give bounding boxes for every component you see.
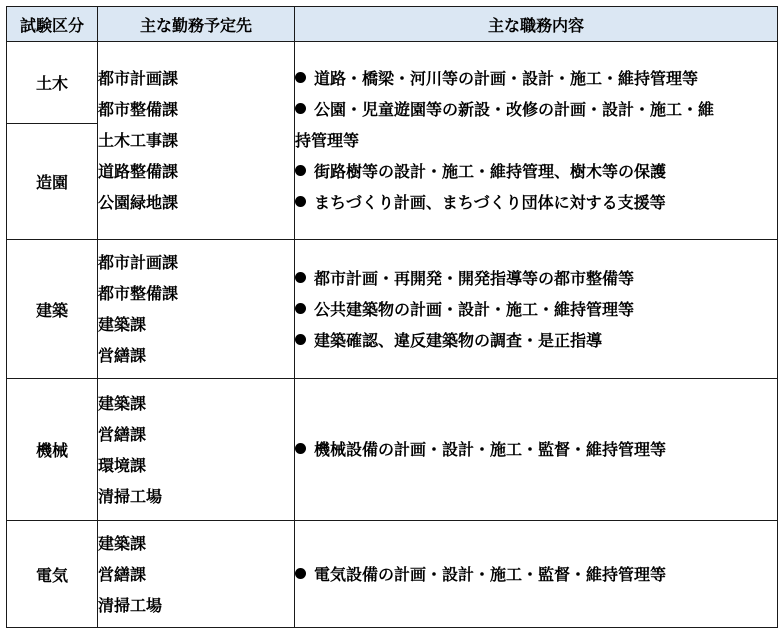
header-job-duties: 主な職務内容	[295, 7, 778, 42]
destination-cell	[98, 521, 295, 628]
duties-cell	[295, 42, 778, 240]
bullet-icon	[295, 303, 306, 314]
table-row	[7, 42, 778, 124]
exam-category-cell: 造園	[7, 124, 98, 240]
destination-item: 環境課	[98, 455, 147, 475]
duty-text: 建築確認、違反建築物の調査・是正指導	[314, 330, 603, 350]
bullet-icon	[295, 103, 306, 114]
destination-item: 公園緑地課	[98, 193, 179, 212]
bullet-icon	[295, 165, 306, 176]
destination-item: 清掃工場	[98, 595, 163, 615]
duty-text: 道路・橋梁・河川等の計画・設計・施工・維持管理等	[314, 69, 699, 88]
table-row	[7, 379, 778, 521]
duty-text: 街路樹等の設計・施工・維持管理、樹木等の保護	[314, 162, 667, 181]
duty-item	[295, 156, 777, 187]
duty-text: 電気設備の計画・設計・施工・監督・維持管理等	[314, 564, 667, 584]
duties-cell	[295, 379, 778, 521]
bullet-icon	[295, 334, 306, 345]
duty-item	[295, 263, 777, 294]
duty-text: 公園・児童遊園等の新設・改修の計画・設計・施工・維	[314, 100, 715, 119]
exam-category-cell: 土木	[7, 42, 98, 124]
destination-item: 土木工事課	[98, 131, 179, 150]
bullet-icon	[295, 72, 306, 83]
destination-cell	[98, 379, 295, 521]
table-row	[7, 521, 778, 628]
destination-item: 建築課	[98, 533, 147, 553]
duty-text: まちづくり計画、まちづくり団体に対する支援等	[314, 193, 666, 212]
destination-item: 建築課	[98, 393, 147, 413]
bullet-icon	[295, 272, 306, 283]
header-exam-category: 試験区分	[7, 7, 98, 42]
job-assignment-table	[6, 6, 778, 628]
destination-item: 都市計画課	[98, 253, 179, 272]
destination-item: 道路整備課	[98, 162, 179, 181]
destination-item: 都市計画課	[98, 69, 179, 88]
destination-item: 都市整備課	[98, 284, 179, 303]
exam-category-cell: 機械	[7, 379, 98, 521]
duty-item	[295, 434, 777, 465]
destination-item: 清掃工場	[98, 486, 163, 506]
duty-text: 機械設備の計画・設計・施工・監督・維持管理等	[314, 440, 667, 459]
duty-item	[295, 559, 777, 590]
destination-item: 営繕課	[98, 424, 147, 444]
table-row	[7, 240, 778, 379]
exam-category-cell: 電気	[7, 521, 98, 628]
duty-item-continuation: 持管理等	[295, 131, 360, 150]
destination-item: 建築課	[98, 315, 147, 334]
duty-text: 都市計画・再開発・開発指導等の都市整備等	[314, 268, 635, 288]
duty-text: 公共建築物の計画・設計・施工・維持管理等	[314, 299, 635, 319]
duty-item	[295, 325, 777, 356]
destination-cell	[98, 240, 295, 379]
duties-cell	[295, 240, 778, 379]
duty-item	[295, 94, 777, 125]
bullet-icon	[295, 196, 306, 207]
bullet-icon	[295, 443, 306, 454]
destination-cell	[98, 42, 295, 240]
duties-cell	[295, 521, 778, 628]
destination-item: 営繕課	[98, 346, 147, 365]
destination-item: 営繕課	[98, 564, 147, 584]
destination-item: 都市整備課	[98, 100, 179, 119]
bullet-icon	[295, 568, 306, 579]
duty-item	[295, 187, 777, 218]
duty-item	[295, 294, 777, 325]
exam-category-cell: 建築	[7, 240, 98, 379]
duty-item	[295, 63, 777, 94]
header-work-destination: 主な勤務予定先	[98, 7, 295, 42]
header-row	[7, 7, 778, 42]
